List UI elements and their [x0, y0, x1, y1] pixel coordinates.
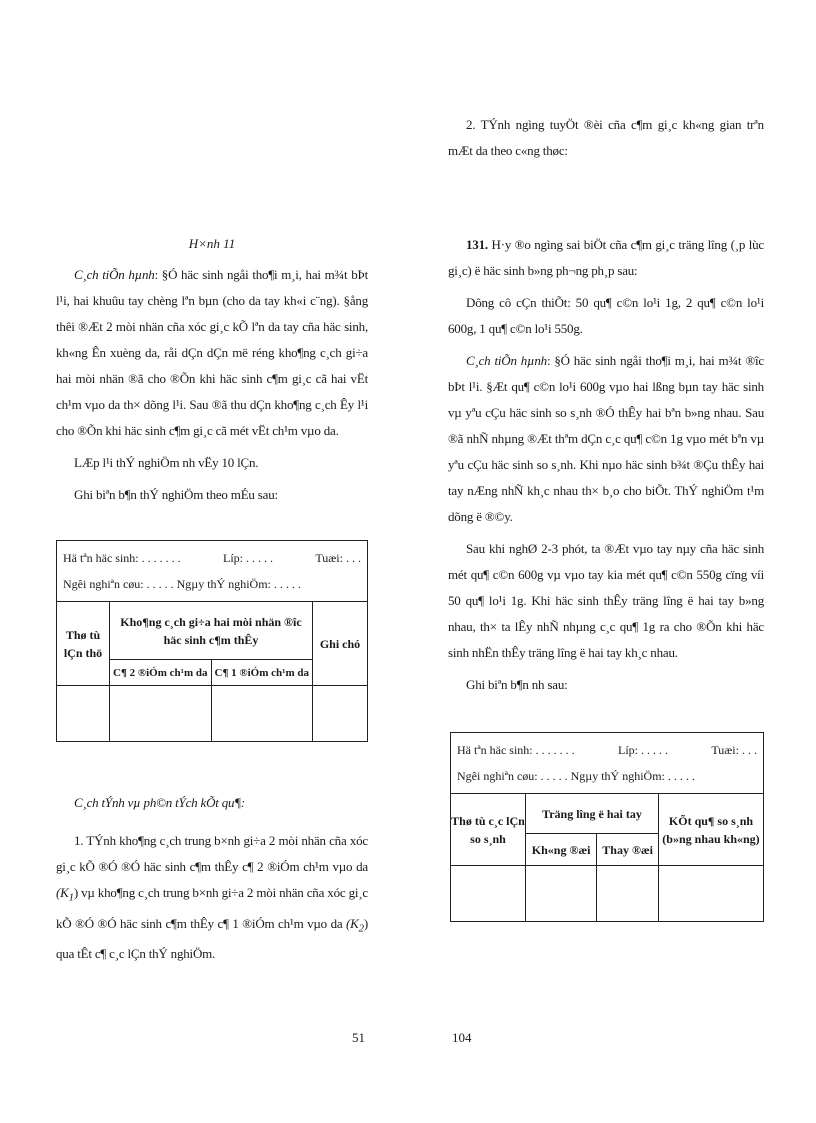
table-cell	[57, 686, 110, 742]
table-cell	[526, 866, 597, 922]
table-cell	[659, 866, 764, 922]
right-section-text: H·y ®o ngìng sai biÖt cña c¶m gi¸c träng lîng (¸p lùc gi¸c) ë häc sinh b»ng ph¬ng ph¸p sau:	[448, 237, 764, 278]
left-form-age: Tuæi: . . .	[315, 551, 361, 565]
right-steps-text: : §Ó häc sinh ngåi tho¶i m¸i, hai m¾t ®îc bÞt l¹i. §Æt qu¶ c©n lo¹i 600g vµo hai lßng bµn tay häc sinh vµ yªu cÇu häc sinh so s¸nh ®Ó thÊy hai bªn b»ng nhau. Sau ®ã nhÑ nhµng ®Æt thªm dÇn c¸c qu¶ c©n 1g vµo mét bªn vµ yªu cÇu häc sinh so s¸nh. Khi nµo häc sinh b¾t ®Çu thÊy hai tay nÆng nhÑ kh¸c nhau th× b¸o cho biÕt. ThÝ nghiÖm t¹m dõng ë ®©y.	[448, 353, 764, 524]
left-calc-text-2: ) vµ kho¶ng c¸ch trung b×nh gi÷a 2 mòi nhän cña xóc gi¸c kÕ ®Ó ®Ó häc sinh c¶m thÊy c¶ 1 ®iÓm ch¹m vµo da	[56, 885, 368, 931]
right-form-class: Líp: . . . . .	[618, 743, 669, 757]
left-form-date: Ngµy thÝ nghiÖm: . . . . .	[176, 577, 301, 591]
left-page-number: 51	[352, 1030, 365, 1045]
right-form-researcher: Ngêi nghiªn cøu: . . . . .	[457, 769, 568, 783]
left-form-class: Líp: . . . . .	[223, 551, 274, 565]
left-calc-section	[56, 790, 368, 967]
left-steps-text: : §Ó häc sinh ngåi tho¶i m¸i, hai m¾t bÞt l¹i, hai khuûu tay chèng lªn bµn (cho da tay kh«i c¨ng). §ång thêi ®Æt 2 mòi nhän cña xóc gi¸c kÕ lªn da tay cña häc sinh, kh«ng Ên xuèng da, råi dÇn dÇn më réng kho¶ng c¸ch gi÷a hai mòi nhän ®ã cho ®Õn khi häc sinh c¶m gi¸c cã hai vËt ch¹m vµo da th× dõng l¹i. Sau ®ã thu dÇn kho¶ng c¸ch Êy l¹i cho ®Õn khi häc sinh c¶m gi¸c cã mét vËt ch¹m vµo da.	[56, 267, 368, 438]
left-calc-k2: (K	[346, 915, 359, 931]
left-procedure-paragraph	[56, 262, 368, 444]
right-col-order: Thø tù c¸c lÇn so s¸nh	[451, 794, 526, 866]
left-repeat-text: LÆp l¹i thÝ nghiÖm nh vËy 10 lÇn.	[74, 455, 259, 470]
figure-caption: H×nh 11	[188, 236, 236, 251]
left-form-info	[57, 541, 368, 602]
table-cell	[211, 686, 313, 742]
left-page-body	[56, 262, 368, 508]
left-calc-paragraph	[56, 828, 368, 967]
right-form-info	[451, 733, 764, 794]
right-form-name: Hä tªn häc sinh: . . . . . . .	[457, 743, 575, 757]
left-calc-k1: (K	[56, 885, 69, 900]
right-page-top	[448, 112, 764, 164]
right-col-result: KÕt qu¶ so s¸nh (b»ng nhau kh«ng)	[659, 794, 764, 866]
left-col-notes: Ghi chó	[313, 602, 368, 686]
table-cell	[313, 686, 368, 742]
table-cell	[110, 686, 212, 742]
right-record-text: Ghi biªn b¶n nh sau:	[466, 677, 568, 692]
right-sub-changed: Thay ®æi	[597, 834, 659, 866]
left-steps-label: C¸ch tiÕn hµnh	[74, 267, 155, 282]
right-page-number: 104	[452, 1030, 472, 1045]
left-calc-text-1: 1. TÝnh kho¶ng c¸ch trung b×nh gi÷a 2 mòi nhän cña xóc gi¸c kÕ ®Ó ®Ó häc sinh c¶m thÊy c¶ 2 ®iÓm ch¹m vµo da	[56, 833, 368, 874]
right-rest-text: Sau khi nghØ 2-3 phót, ta ®Æt vµo tay nµy cña häc sinh mét qu¶ c©n 600g vµ vµo tay kia mét qu¶ c©n 550g cïng víi 50 qu¶ lo¹i 1g. Khi häc sinh thÊy träng lîng ë hai tay b»ng nhau, th× ta lÊy nhÑ nhµng c¸c qu¶ 1g ra cho ®Õn khi häc sinh nhËn thÊy träng lîng ë hai tay kh¸c nhau.	[448, 541, 764, 660]
right-section-paragraph	[448, 232, 764, 284]
right-section-number: 131.	[466, 237, 488, 252]
left-sub-two-points: C¶ 2 ®iÓm ch¹m da	[110, 660, 212, 686]
table-cell	[597, 866, 659, 922]
right-sub-unchanged: Kh«ng ®æi	[526, 834, 597, 866]
right-col-weight: Träng lîng ë hai tay	[526, 794, 659, 834]
left-calc-k1-sub: 1	[68, 891, 74, 904]
left-calc-heading: C¸ch tÝnh vµ ph©n tÝch kÕt qu¶:	[74, 795, 246, 810]
right-intro-text: 2. TÝnh ngìng tuyÖt ®èi cña c¶m gi¸c kh«ng gian trªn mÆt da theo c«ng thøc:	[448, 117, 764, 158]
left-record-table	[56, 540, 368, 742]
right-steps-label: C¸ch tiÕn hµnh	[466, 353, 547, 368]
left-sub-one-point: C¶ 1 ®iÓm ch¹m da	[211, 660, 313, 686]
right-form-age: Tuæi: . . .	[711, 743, 757, 757]
left-col-distance: Kho¶ng c¸ch gi÷a hai mòi nhän ®îc häc sinh c¶m thÊy	[110, 602, 313, 660]
right-tools-text: Dông cô cÇn thiÕt: 50 qu¶ c©n lo¹i 1g, 2 qu¶ c©n lo¹i 600g, 1 qu¶ c©n lo¹i 550g.	[448, 295, 764, 336]
left-record-text: Ghi biªn b¶n thÝ nghiÖm theo mÉu sau:	[74, 487, 278, 502]
left-calc-k2-sub: 2	[358, 922, 364, 935]
right-form-date: Ngµy thÝ nghiÖm: . . . . .	[570, 769, 695, 783]
left-form-researcher: Ngêi nghiªn cøu: . . . . .	[63, 577, 174, 591]
right-page-body	[448, 232, 764, 698]
left-form-name: Hä tªn häc sinh: . . . . . . .	[63, 551, 181, 565]
right-procedure-paragraph	[448, 348, 764, 530]
left-calc-text-3: ) qua tÊt c¶ c¸c lÇn thÝ nghiÖm.	[56, 915, 368, 962]
left-col-trial: Thø tù lÇn thö	[57, 602, 110, 686]
right-record-table	[450, 732, 764, 922]
table-cell	[451, 866, 526, 922]
